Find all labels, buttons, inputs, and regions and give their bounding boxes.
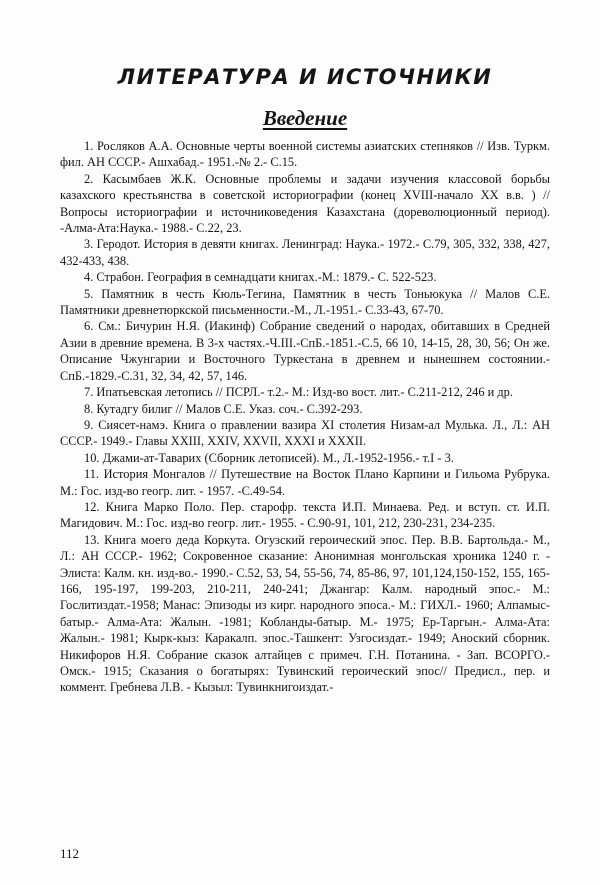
reference-item: 9. Сиясет-намэ. Книга о правлении вазира XI столетия Низам-ал Мулька. Л., Л.: АН СССР.- 1949.- Главы XXIII, XXIV, XXVII, XXXI и XXXII. (60, 417, 550, 449)
page-title: ЛИТЕРАТУРА И ИСТОЧНИКИ (117, 65, 493, 89)
reference-item: 13. Книга моего деда Коркута. Огузский героический эпос. Пер. В.В. Бартольда.- М., Л.: АН СССР.- 1962; Сокровенное сказание: Анонимная монгольская хроника 1240 г. - Элиста: Калм. кн. изд-во.- 1990.- С.52, 53, 54, 55-56, 74, 85-86, 97, 101,124,150-152, 155, 165-166, 195-197, 199-203, 210-211, 240-241; Джангар: Калм. народный эпос.- М.: Гослитиздат.-1958; Манас: Эпизоды из кирг. народного эпоса.- М.: ГИХЛ.- 1960; Алпамыс-батыр.- Алма-Ата: Жалын. -1981; Кобланды-батыр. М.- 1975; Ер-Таргын.- Алма-Ата: Жалын.- 1981; Кырк-кыз: Каракалп. эпос.-Ташкент: Узгосиздат.- 1949; Аноский сборник. Никифоров Н.Я. Собрание сказок алтайцев с примеч. Г.Н. Потанина. - Зап. ВСОРГО.- Омск.- 1915; Сказания о богатырях: Тувинский героический эпос// Предисл., пер. и коммент. Гребнева Л.В. - Кызыл: Тувинкнигоиздат.- (60, 532, 550, 695)
reference-item: 5. Памятник в честь Кюль-Тегина, Памятник в честь Тоньюкука // Малов С.Е. Памятники древнетюркской письменности.-М., Л.-1951.- С.33-43, 67-70. (60, 286, 550, 318)
reference-item: 11. История Монгалов // Путешествие на Восток Плано Карпини и Гильома Рубрука. М.: Гос. изд-во геогр. лит. - 1957. -С.49-54. (60, 467, 550, 498)
reference-item: 3. Геродот. История в девяти книгах. Ленинград: Наука.- 1972.- С.79, 305, 332, 338, 427, 432-433, 438. (60, 237, 550, 268)
reference-item: 10. Джами-ат-Таварих (Сборник летописей). М., Л.-1952-1956.- т.I - 3. (84, 450, 454, 465)
reference-item: 7. Ипатьевская летопись // ПСРЛ.- т.2.- М.: Изд-во вост. лит.- С.211-212, 246 и др. (84, 385, 513, 400)
reference-item: 8. Кутадгу билиг // Малов С.Е. Указ. соч.- С.392-293. (84, 401, 363, 416)
reference-item: 12. Книга Марко Поло. Пер. старофр. текста И.П. Минаева. Ред. и вступ. ст. И.П. Магидович. М.: Гос. изд-во геогр. лит.- 1955. - С.90-91, 101, 212, 230-231, 234-235. (60, 499, 550, 531)
reference-item: 2. Касымбаев Ж.К. Основные проблемы и задачи изучения классовой борьбы казахского крестьянства в советской историографии (конец XVIII-начало XX в.в. ) // Вопросы историографии и источниковедения Казахстана (дореволюционный период). -Алма-Ата:Наука.- 1988.- С.22, 23. (60, 171, 550, 236)
reference-item: 6. См.: Бичурин Н.Я. (Иакинф) Собрание сведений о народах, обитавших в Средней Азии в древние времена. В 3-х частях.-Ч.III.-СпБ.-1851.-С.5, 66 10, 14-15, 28, 30, 56; Он же. Описание Чжунгарии и Восточного Туркестана в древнем и нынешнем состоянии.-СпБ.-1829.-С.31, 32, 34, 42, 57, 146. (60, 319, 550, 383)
reference-item: 4. Страбон. География в семнадцати книгах.-М.: 1879.- С. 522-523. (84, 270, 437, 285)
page-body (60, 62, 550, 696)
page-number: 112 (60, 846, 80, 861)
section-title: Введение (262, 106, 348, 130)
reference-item: 1. Росляков А.А. Основные черты военной системы азиатских степняков // Изв. Туркм. фил. АН СССР.- Ашхабад.- 1951.-№ 2.- С.15. (60, 139, 550, 170)
reference-list (60, 138, 550, 696)
